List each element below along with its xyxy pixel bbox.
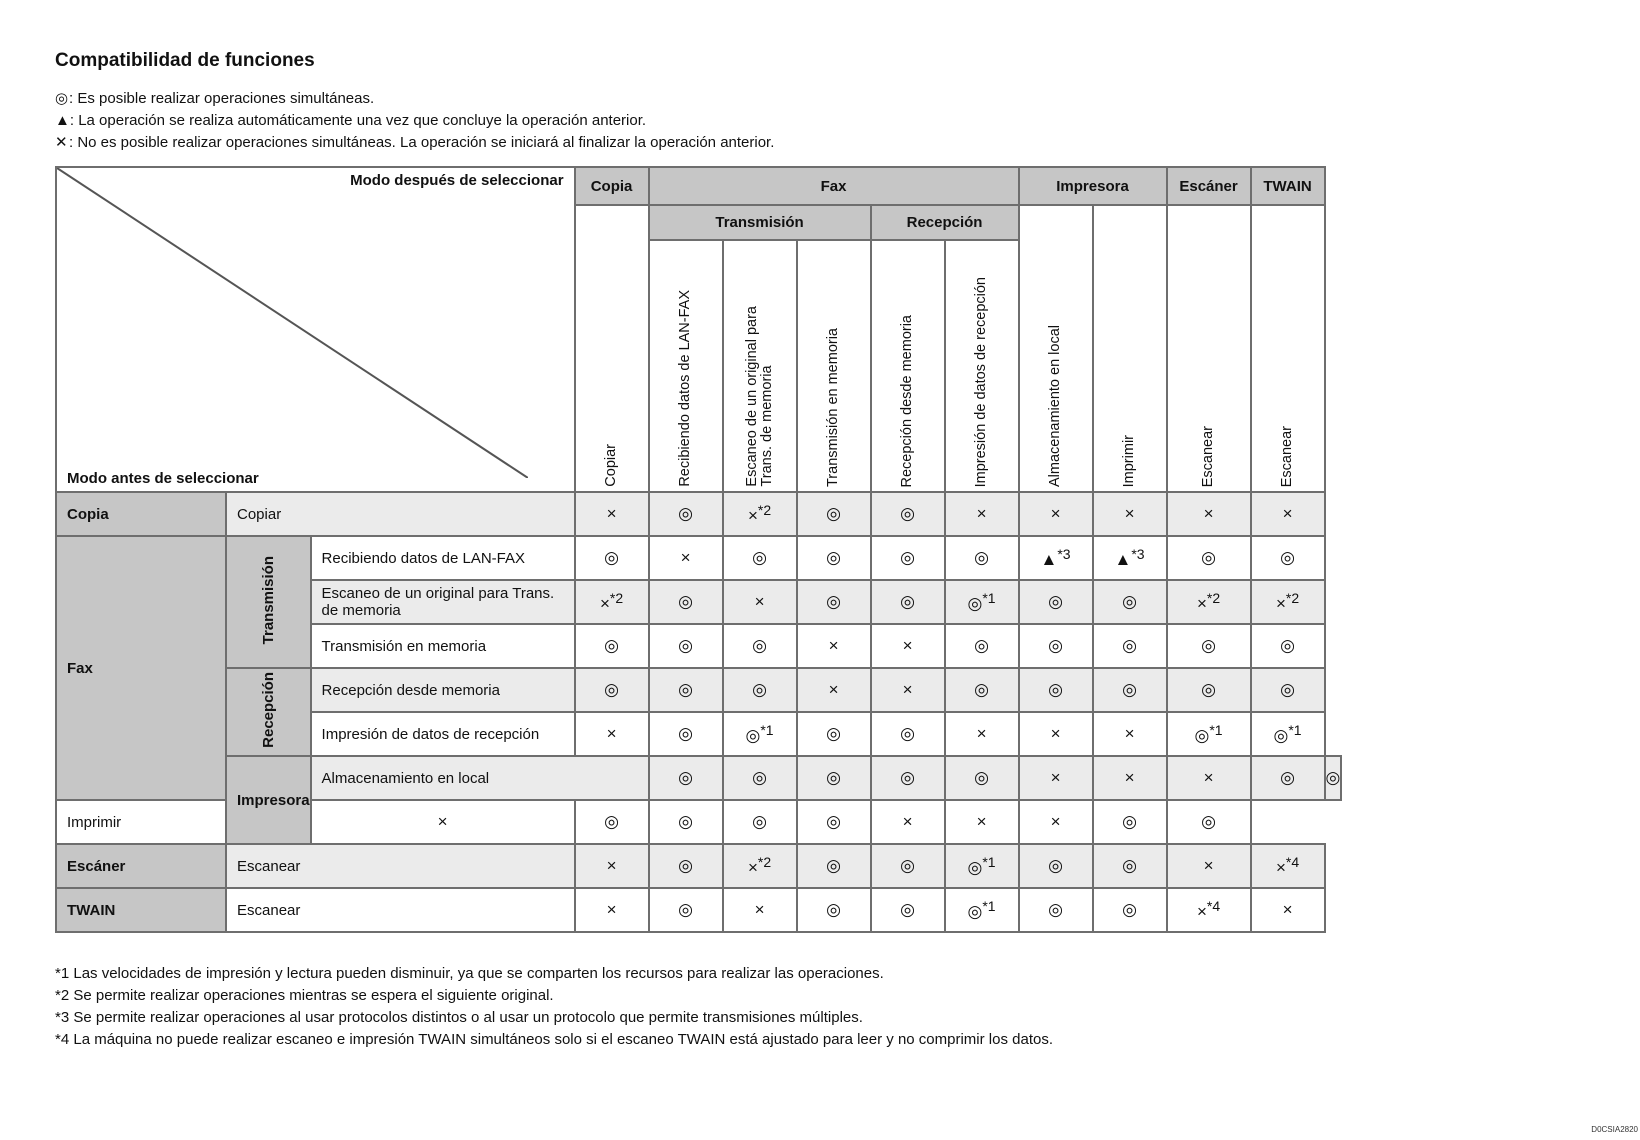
double-circle-icon: ◎ xyxy=(1048,636,1063,655)
compatibility-cell xyxy=(575,668,649,712)
compatibility-cell xyxy=(575,580,649,624)
compatibility-cell xyxy=(1019,888,1093,932)
double-circle-icon: ◎ xyxy=(1201,636,1216,655)
col-header-text: Recepción desde memoria xyxy=(899,314,916,487)
compatibility-cell xyxy=(1093,580,1167,624)
row-group-label: Escáner xyxy=(56,844,226,888)
compatibility-cell xyxy=(1167,756,1251,800)
table-row xyxy=(56,492,1341,536)
cross-icon: ×$^{*2}$ xyxy=(747,502,772,525)
double-circle-icon: ◎$^{*1}$ xyxy=(1273,722,1302,745)
compatibility-cell xyxy=(723,536,797,580)
double-circle-icon: ◎ xyxy=(900,504,915,523)
double-circle-icon: ◎ xyxy=(1048,592,1063,611)
double-circle-icon: ◎ xyxy=(1048,856,1063,875)
cross-icon: × xyxy=(828,636,839,655)
cross-icon: × xyxy=(1050,504,1061,523)
row-label: Transmisión en memoria xyxy=(311,624,575,668)
col-header-recibiendo-lan-fax xyxy=(649,240,723,492)
double-circle-icon: ◎ xyxy=(752,636,767,655)
double-circle-icon: ◎ xyxy=(678,900,693,919)
cross-icon: × xyxy=(606,504,617,523)
col-header-escaneo-original xyxy=(723,240,797,492)
col-subgroup-recepcion: Recepción xyxy=(871,205,1019,240)
triangle-icon: ▲$^{*3}$ xyxy=(1114,546,1145,569)
double-circle-icon: ◎ xyxy=(604,680,619,699)
compatibility-cell xyxy=(871,668,945,712)
compatibility-cell xyxy=(1167,580,1251,624)
col-header-text: Almacenamiento en local xyxy=(1047,324,1064,487)
cross-icon: × xyxy=(1124,768,1135,787)
cross-icon: ×$^{*2}$ xyxy=(1275,590,1300,613)
double-circle-icon: ◎ xyxy=(1280,548,1295,567)
footnote-ref: *1 xyxy=(1288,722,1302,738)
compatibility-cell xyxy=(723,580,797,624)
cross-icon: × xyxy=(1050,768,1061,787)
compatibility-cell xyxy=(575,712,649,756)
compatibility-cell xyxy=(575,800,649,844)
double-circle-icon: ◎$^{*1}$ xyxy=(967,854,996,877)
legend xyxy=(55,88,774,154)
double-circle-icon: ◎ xyxy=(1201,680,1216,699)
compatibility-cell xyxy=(945,580,1019,624)
compatibility-cell xyxy=(649,712,723,756)
table-row xyxy=(56,844,1341,888)
footnote-4: *4 La máquina no puede realizar escaneo e impresión TWAIN simultáneos solo si el escaneo TWAIN está ajustado para leer y no comprimir los datos. xyxy=(55,1031,1053,1048)
compatibility-cell xyxy=(1093,888,1167,932)
compatibility-cell xyxy=(1019,668,1093,712)
compatibility-cell xyxy=(797,624,871,668)
compatibility-cell xyxy=(649,800,723,844)
cross-icon: ×$^{*4}$ xyxy=(1275,854,1300,877)
double-circle-icon: ◎ xyxy=(678,680,693,699)
compatibility-cell xyxy=(723,624,797,668)
col-header-transmision-memoria xyxy=(797,240,871,492)
compatibility-cell xyxy=(945,756,1019,800)
double-circle-icon: ◎ xyxy=(1122,900,1137,919)
footnote-ref: *3 xyxy=(1131,546,1145,562)
compatibility-cell xyxy=(945,624,1019,668)
compatibility-cell xyxy=(1167,800,1251,844)
row-subgroup-text: Transmisión xyxy=(259,555,277,645)
footnote-ref: *2 xyxy=(757,854,772,870)
triangle-icon: ▲ xyxy=(55,112,70,129)
footnote-ref: *1 xyxy=(982,898,996,914)
row-group-label: TWAIN xyxy=(56,888,226,932)
compatibility-cell xyxy=(797,492,871,536)
compatibility-cell xyxy=(1019,756,1093,800)
row-label: Escanear xyxy=(226,844,575,888)
compatibility-cell xyxy=(1019,800,1093,844)
cross-icon: × xyxy=(902,636,913,655)
cross-icon: × xyxy=(1124,504,1135,523)
cross-icon: × xyxy=(1203,856,1214,875)
mode-before-label: Modo antes de seleccionar xyxy=(67,470,259,487)
cross-icon: × xyxy=(976,504,987,523)
cross-icon: × xyxy=(437,812,448,831)
compatibility-cell xyxy=(871,844,945,888)
compatibility-cell xyxy=(1251,756,1325,800)
double-circle-icon: ◎ xyxy=(1280,680,1295,699)
double-circle-icon: ◎ xyxy=(826,504,841,523)
compatibility-cell xyxy=(649,844,723,888)
compatibility-cell xyxy=(723,888,797,932)
compatibility-cell xyxy=(871,888,945,932)
compatibility-cell xyxy=(945,800,1019,844)
compatibility-cell xyxy=(797,580,871,624)
compatibility-cell xyxy=(1167,668,1251,712)
cross-icon: ×$^{*2}$ xyxy=(599,590,624,613)
double-circle-icon: ◎$^{*1}$ xyxy=(967,898,996,921)
row-label: Copiar xyxy=(226,492,575,536)
compatibility-cell xyxy=(1093,668,1167,712)
cross-icon: × xyxy=(754,900,765,919)
compatibility-cell xyxy=(1019,536,1093,580)
double-circle-icon: ◎ xyxy=(826,900,841,919)
col-header-text: Imprimir xyxy=(1121,434,1138,487)
compatibility-cell xyxy=(1093,756,1167,800)
compatibility-cell xyxy=(871,756,945,800)
double-circle-icon: ◎ xyxy=(900,768,915,787)
col-header-text: Recibiendo datos de LAN-FAX xyxy=(677,290,694,487)
compatibility-cell xyxy=(1251,580,1325,624)
footnotes xyxy=(55,963,1053,1051)
corner-header xyxy=(56,167,575,492)
cross-icon: × xyxy=(1050,724,1061,743)
compatibility-cell xyxy=(1325,756,1342,800)
col-group-escaner: Escáner xyxy=(1167,167,1251,205)
compatibility-cell xyxy=(945,844,1019,888)
cross-icon: × xyxy=(1124,724,1135,743)
double-circle-icon: ◎ xyxy=(900,548,915,567)
compatibility-cell xyxy=(723,800,797,844)
col-header-text: Transmisión en memoria xyxy=(825,327,842,487)
col-group-twain: TWAIN xyxy=(1251,167,1325,205)
row-group-label: Impresora xyxy=(226,756,311,844)
cross-icon: × xyxy=(828,680,839,699)
col-subgroup-transmision: Transmisión xyxy=(649,205,871,240)
compatibility-cell xyxy=(1251,492,1325,536)
double-circle-icon: ◎ xyxy=(826,724,841,743)
compatibility-cell xyxy=(649,536,723,580)
compatibility-cell xyxy=(575,888,649,932)
footnote-ref: *1 xyxy=(760,722,774,738)
compatibility-cell xyxy=(575,492,649,536)
compatibility-cell xyxy=(1251,624,1325,668)
footnote-ref: *1 xyxy=(982,590,996,606)
cross-icon: × xyxy=(902,680,913,699)
table-row xyxy=(56,536,1341,580)
double-circle-icon: ◎ xyxy=(900,592,915,611)
double-circle-icon: ◎ xyxy=(1048,900,1063,919)
double-circle-icon: ◎ xyxy=(1122,680,1137,699)
compatibility-cell xyxy=(1167,624,1251,668)
compatibility-cell xyxy=(1093,712,1167,756)
col-group-copia: Copia xyxy=(575,167,649,205)
compatibility-cell xyxy=(1093,844,1167,888)
footnote-ref: *2 xyxy=(1285,590,1300,606)
cross-icon: × xyxy=(606,856,617,875)
footnote-ref: *2 xyxy=(1206,590,1221,606)
compatibility-cell xyxy=(1093,800,1167,844)
compatibility-cell xyxy=(649,888,723,932)
row-label: Escaneo de un original para Trans. de memoria xyxy=(311,580,575,624)
footnote-1: *1 Las velocidades de impresión y lectura pueden disminuir, ya que se comparten los recursos para realizar las operaciones. xyxy=(55,965,884,982)
double-circle-icon: ◎ xyxy=(678,856,693,875)
double-circle-icon: ◎ xyxy=(826,856,841,875)
row-label: Escanear xyxy=(226,888,575,932)
cross-icon: ×$^{*2}$ xyxy=(747,854,772,877)
double-circle-icon: ◎ xyxy=(1122,856,1137,875)
double-circle-icon: ◎ xyxy=(974,548,989,567)
footnote-ref: *1 xyxy=(982,854,996,870)
compatibility-cell xyxy=(723,712,797,756)
col-header-escanear-twain xyxy=(1251,205,1325,492)
row-label: Almacenamiento en local xyxy=(311,756,649,800)
double-circle-icon: ◎ xyxy=(1201,548,1216,567)
triangle-icon: ▲$^{*3}$ xyxy=(1040,546,1071,569)
compatibility-cell xyxy=(1093,624,1167,668)
legend-text: : Es posible realizar operaciones simultáneas. xyxy=(69,90,375,107)
compatibility-cell xyxy=(871,712,945,756)
cross-icon: × xyxy=(754,592,765,611)
compatibility-cell xyxy=(1167,536,1251,580)
compatibility-cell xyxy=(575,844,649,888)
footnote-2: *2 Se permite realizar operaciones mientras se espera el siguiente original. xyxy=(55,987,554,1004)
compatibility-cell xyxy=(311,800,575,844)
col-header-text: Impresión de datos de recepción xyxy=(973,276,990,487)
table-row xyxy=(56,668,1341,712)
row-label: Imprimir xyxy=(56,800,311,844)
double-circle-icon: ◎ xyxy=(678,812,693,831)
double-circle-icon: ◎ xyxy=(826,548,841,567)
double-circle-icon: ◎ xyxy=(826,812,841,831)
double-circle-icon: ◎ xyxy=(974,636,989,655)
double-circle-icon: ◎ xyxy=(900,856,915,875)
compatibility-cell xyxy=(797,844,871,888)
double-circle-icon: ◎$^{*1}$ xyxy=(967,590,996,613)
compatibility-cell xyxy=(797,888,871,932)
compatibility-cell xyxy=(575,624,649,668)
compatibility-cell xyxy=(945,712,1019,756)
double-circle-icon: ◎ xyxy=(604,548,619,567)
cross-icon: ×$^{*2}$ xyxy=(1196,590,1221,613)
double-circle-icon: ◎ xyxy=(604,636,619,655)
row-label: Impresión de datos de recepción xyxy=(311,712,575,756)
row-subgroup-text: Recepción xyxy=(259,672,277,748)
compatibility-cell xyxy=(1251,712,1325,756)
cross-icon: × xyxy=(1282,504,1293,523)
row-group-label: Fax xyxy=(56,536,226,800)
compatibility-cell xyxy=(1093,536,1167,580)
double-circle-icon: ◎ xyxy=(1122,592,1137,611)
cross-icon: × xyxy=(1282,900,1293,919)
compatibility-cell xyxy=(649,624,723,668)
col-header-copiar xyxy=(575,205,649,492)
footnote-ref: *4 xyxy=(1206,898,1221,914)
compatibility-cell xyxy=(797,668,871,712)
compatibility-table xyxy=(55,166,1342,933)
col-header-text: Copiar xyxy=(603,444,620,487)
double-circle-icon: ◎ xyxy=(974,768,989,787)
compatibility-cell xyxy=(1251,536,1325,580)
compatibility-cell xyxy=(871,800,945,844)
table-row xyxy=(56,756,1341,800)
legend-item-not-possible xyxy=(55,132,774,154)
compatibility-cell xyxy=(649,668,723,712)
double-circle-icon: ◎ xyxy=(678,504,693,523)
col-header-impresion-recepcion xyxy=(945,240,1019,492)
footnote-ref: *3 xyxy=(1057,546,1071,562)
double-circle-icon: ◎ xyxy=(1325,768,1341,787)
row-group-label: Copia xyxy=(56,492,226,536)
col-header-text: Escaneo de un original para Trans. de memoria xyxy=(743,306,775,487)
row-subgroup-label xyxy=(226,668,311,756)
compatibility-cell xyxy=(575,536,649,580)
footnote-ref: *2 xyxy=(609,590,624,606)
cross-icon: × xyxy=(976,812,987,831)
double-circle-icon: ◎ xyxy=(752,548,767,567)
compatibility-cell xyxy=(1019,712,1093,756)
double-circle-icon: ◎ xyxy=(752,680,767,699)
col-group-impresora: Impresora xyxy=(1019,167,1167,205)
col-header-text: Escanear xyxy=(1279,425,1296,487)
compatibility-cell xyxy=(945,668,1019,712)
compatibility-cell xyxy=(649,756,723,800)
double-circle-icon: ◎ xyxy=(752,768,767,787)
compatibility-cell xyxy=(797,800,871,844)
double-circle-icon: ◎ xyxy=(1122,812,1137,831)
compatibility-cell xyxy=(797,536,871,580)
cross-icon: × xyxy=(606,900,617,919)
cross-icon: × xyxy=(1050,812,1061,831)
compatibility-cell xyxy=(945,888,1019,932)
double-circle-icon: ◎$^{*1}$ xyxy=(745,722,774,745)
double-circle-icon: ◎ xyxy=(1048,680,1063,699)
double-circle-icon: ◎ xyxy=(678,592,693,611)
compatibility-cell xyxy=(1019,492,1093,536)
cross-icon: × xyxy=(976,724,987,743)
compatibility-cell xyxy=(945,536,1019,580)
double-circle-icon: ◎ xyxy=(752,812,767,831)
compatibility-cell xyxy=(1167,712,1251,756)
compatibility-cell xyxy=(649,492,723,536)
double-circle-icon: ◎ xyxy=(604,812,619,831)
legend-text: : La operación se realiza automáticamente una vez que concluye la operación anterior. xyxy=(69,112,647,129)
col-header-escanear-escaner xyxy=(1167,205,1251,492)
compatibility-cell xyxy=(871,536,945,580)
compatibility-cell xyxy=(1251,668,1325,712)
compatibility-cell xyxy=(723,756,797,800)
cross-icon: × xyxy=(902,812,913,831)
legend-item-automatic xyxy=(55,110,774,132)
footnote-ref: *1 xyxy=(1209,722,1223,738)
compatibility-cell xyxy=(871,492,945,536)
diagonal-line xyxy=(57,168,528,478)
compatibility-cell xyxy=(797,712,871,756)
compatibility-cell xyxy=(723,844,797,888)
compatibility-cell xyxy=(945,492,1019,536)
compatibility-cell xyxy=(1093,492,1167,536)
double-circle-icon: ◎ xyxy=(678,724,693,743)
double-circle-icon: ◎ xyxy=(974,680,989,699)
compatibility-cell xyxy=(723,668,797,712)
row-label: Recepción desde memoria xyxy=(311,668,575,712)
cross-icon: × xyxy=(1203,504,1214,523)
compatibility-cell xyxy=(871,580,945,624)
col-header-imprimir xyxy=(1093,205,1167,492)
double-circle-icon: ◎ xyxy=(1280,768,1295,787)
compatibility-cell xyxy=(1019,580,1093,624)
cross-icon: ✕ xyxy=(55,134,68,151)
mode-after-label: Modo después de seleccionar xyxy=(350,172,564,189)
double-circle-icon: ◎ xyxy=(900,724,915,743)
table-row xyxy=(56,888,1341,932)
footnote-ref: *4 xyxy=(1285,854,1300,870)
col-group-fax: Fax xyxy=(649,167,1019,205)
compatibility-cell xyxy=(723,492,797,536)
col-header-almacenamiento xyxy=(1019,205,1093,492)
cross-icon: × xyxy=(1203,768,1214,787)
cross-icon: × xyxy=(680,548,691,567)
row-label: Recibiendo datos de LAN-FAX xyxy=(311,536,575,580)
compatibility-cell xyxy=(1251,888,1325,932)
compatibility-cell xyxy=(1019,844,1093,888)
double-circle-icon: ◎ xyxy=(900,900,915,919)
compatibility-cell xyxy=(1167,888,1251,932)
double-circle-icon: ◎ xyxy=(826,592,841,611)
double-circle-icon: ◎ xyxy=(678,768,693,787)
compatibility-cell xyxy=(1167,844,1251,888)
compatibility-cell xyxy=(649,580,723,624)
compatibility-cell xyxy=(797,756,871,800)
col-header-recepcion-memoria xyxy=(871,240,945,492)
compatibility-cell xyxy=(1251,844,1325,888)
page-title: Compatibilidad de funciones xyxy=(55,50,315,71)
double-circle-icon: ◎$^{*1}$ xyxy=(1194,722,1223,745)
double-circle-icon: ◎ xyxy=(1201,812,1216,831)
compatibility-cell xyxy=(1167,492,1251,536)
footnote-3: *3 Se permite realizar operaciones al usar protocolos distintos o al usar un protocolo que permite transmisiones múltiples. xyxy=(55,1009,863,1026)
legend-text: : No es posible realizar operaciones simultáneas. La operación se iniciará al finalizar la operación anterior. xyxy=(69,134,775,151)
cross-icon: ×$^{*4}$ xyxy=(1196,898,1221,921)
col-header-text: Escanear xyxy=(1200,425,1217,487)
cross-icon: × xyxy=(606,724,617,743)
double-circle-icon: ◎ xyxy=(826,768,841,787)
compatibility-cell xyxy=(1019,624,1093,668)
double-circle-icon: ◎ xyxy=(1280,636,1295,655)
double-circle-icon: ◎ xyxy=(55,90,69,107)
image-code: D0CSIA2820 xyxy=(1591,1125,1638,1134)
compatibility-cell xyxy=(871,624,945,668)
footnote-ref: *2 xyxy=(757,502,772,518)
row-subgroup-label xyxy=(226,536,311,668)
double-circle-icon: ◎ xyxy=(1122,636,1137,655)
double-circle-icon: ◎ xyxy=(678,636,693,655)
legend-item-simultaneous xyxy=(55,88,774,110)
